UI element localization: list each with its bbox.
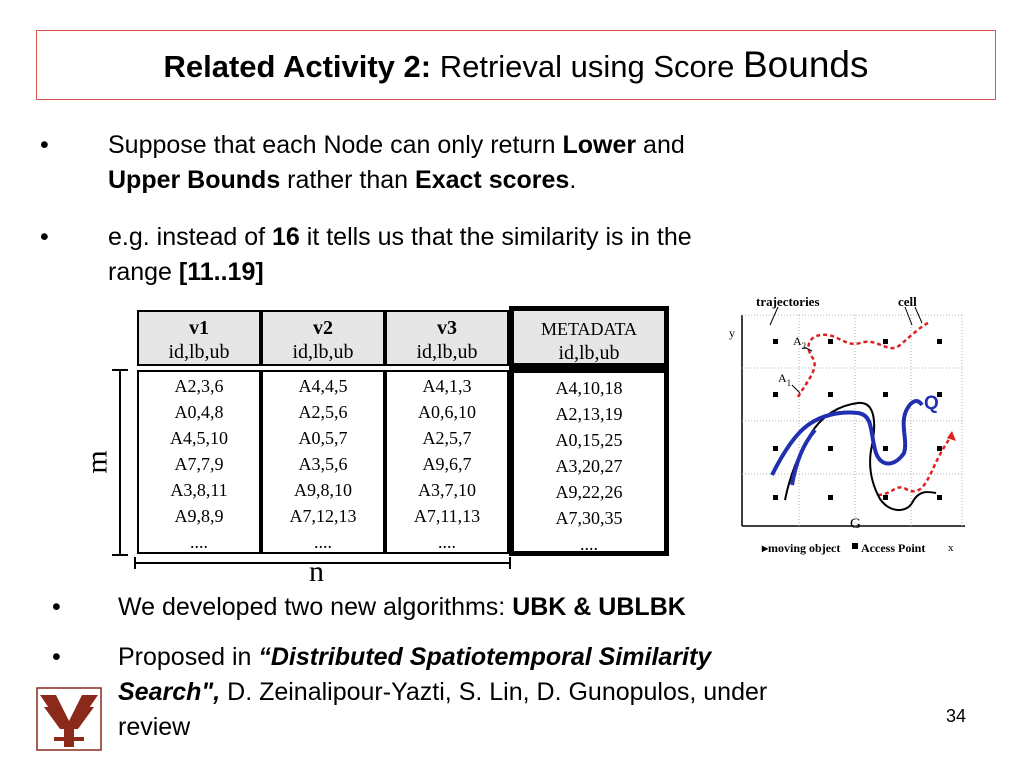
table-cell: A0,4,8 — [174, 402, 224, 422]
table-cell: A3,7,10 — [418, 480, 476, 500]
column-name: v1 — [189, 317, 209, 339]
x-axis-label: x — [948, 542, 954, 554]
grid — [742, 315, 962, 526]
text: We developed two new algorithms: — [118, 593, 513, 621]
bold-italic-text: Search", — [118, 678, 221, 706]
title-bold: Related Activity 2: — [163, 49, 432, 84]
legend-access-point: Access Point — [861, 541, 926, 555]
bullet-1-line-1 — [108, 128, 685, 163]
table-cell: .... — [190, 532, 208, 552]
table-cell: A7,11,13 — [413, 506, 481, 526]
legend-access-point-marker — [852, 543, 858, 549]
column-body-v1 — [137, 370, 261, 554]
bold-text: 16 — [272, 223, 300, 251]
table-cell: .... — [314, 532, 332, 552]
table-cell: A4,1,3 — [422, 376, 472, 396]
title-big: Bounds — [742, 44, 869, 85]
slide-title — [164, 45, 869, 87]
table-cell: .... — [580, 534, 598, 554]
legend-moving-object: ▸moving object — [762, 541, 841, 555]
column-body-v2 — [261, 370, 385, 554]
text: rather than — [280, 166, 416, 194]
university-logo — [36, 687, 102, 751]
bold-text: Lower — [562, 131, 637, 159]
bold-text: Upper Bounds — [108, 166, 281, 194]
column-header-v3 — [385, 310, 509, 366]
bold-italic-text: “Distributed Spatiotemporal Similarity — [258, 643, 712, 671]
text: e.g. instead of — [108, 223, 273, 251]
bullet-1 — [40, 128, 940, 198]
y-axis-label: y — [729, 326, 735, 340]
table-cell: A2,13,19 — [555, 404, 623, 424]
bullet-2-line-1 — [108, 220, 692, 255]
table-cell: A7,7,9 — [174, 454, 224, 474]
bullet-4-line-2 — [118, 675, 767, 710]
table-cell: A2,3,6 — [174, 376, 224, 396]
a2-label: $A_2$ — [793, 334, 807, 351]
text: it tells us that the similarity is in the — [299, 223, 692, 251]
column-header-metadata — [509, 306, 669, 368]
column-body-metadata — [509, 368, 669, 556]
bullet-1-line-2 — [108, 163, 576, 198]
column-name: METADATA — [540, 319, 638, 339]
text: and — [636, 131, 685, 159]
cell-label: cell — [898, 294, 917, 309]
bullet-2 — [40, 220, 940, 290]
n-dimension-label: n — [309, 555, 324, 588]
text: D. Zeinalipour-Yazti, S. Lin, D. Gunopulos, under — [220, 678, 768, 706]
column-sub: id,lb,ub — [558, 342, 620, 364]
table-cell: A9,22,26 — [555, 482, 623, 502]
table-cell: A9,8,9 — [174, 506, 224, 526]
text: Proposed in — [118, 643, 259, 671]
table-cell: A4,10,18 — [555, 378, 623, 398]
bullet-4 — [52, 640, 1012, 750]
text: Suppose that each Node can only return — [108, 131, 563, 159]
table-cell: A2,5,6 — [298, 402, 348, 422]
q-label: Q — [924, 393, 939, 414]
table-cell: A2,5,7 — [422, 428, 472, 448]
trajectory-diagram — [700, 285, 980, 570]
column-header-v2 — [261, 310, 385, 366]
text: range — [108, 258, 179, 286]
table-cell: A7,12,13 — [289, 506, 357, 526]
a1-label: $A_1$ — [778, 371, 792, 388]
bullet-dot: • — [40, 223, 49, 251]
table-cell: A3,8,11 — [170, 480, 228, 500]
table-cell: A3,20,27 — [555, 456, 623, 476]
bullet-3-line-1 — [118, 590, 686, 625]
table-cell: A4,5,10 — [170, 428, 228, 448]
bullet-dot: • — [52, 593, 61, 621]
column-sub: id,lb,ub — [168, 341, 230, 363]
bullet-4-line-3: review — [118, 713, 191, 741]
column-header-v1 — [137, 310, 261, 366]
bold-text: Exact scores — [415, 166, 570, 194]
g-label: G — [850, 516, 861, 532]
table-cell: A9,8,10 — [294, 480, 352, 500]
table-cell: A4,4,5 — [298, 376, 348, 396]
bullet-2-line-2 — [108, 255, 264, 290]
table-cell: A9,6,7 — [422, 454, 472, 474]
text: . — [569, 166, 577, 194]
leader-line — [792, 385, 800, 393]
page-number: 34 — [945, 706, 966, 726]
trajectories-label: trajectories — [756, 294, 820, 309]
bullet-dot: • — [40, 131, 49, 159]
trajectory-q-blue — [772, 401, 922, 475]
trajectory-g-black — [785, 403, 936, 510]
table-cell: A7,30,35 — [555, 508, 623, 528]
column-sub: id,lb,ub — [416, 341, 478, 363]
trajectory-a1-red — [798, 323, 928, 397]
leader-line — [770, 307, 778, 325]
table-cell: A3,5,6 — [298, 454, 348, 474]
bold-text: UBK & UBLBK — [512, 593, 686, 621]
bold-text: [11..19] — [178, 258, 264, 286]
slide-title-box — [36, 30, 996, 100]
column-sub: id,lb,ub — [292, 341, 354, 363]
title-normal: Retrieval using Score — [431, 49, 743, 84]
column-name: v2 — [313, 317, 333, 339]
bullet-3 — [52, 590, 952, 626]
table-cell: A0,5,7 — [298, 428, 348, 448]
table-cell: A0,6,10 — [418, 402, 476, 422]
column-name: v3 — [437, 317, 457, 339]
table-cell: A0,15,25 — [555, 430, 623, 450]
bullet-dot: • — [52, 643, 61, 671]
table-cell: .... — [438, 532, 456, 552]
access-points — [773, 339, 942, 500]
column-body-v3 — [385, 370, 509, 554]
bullet-4-line-1 — [118, 640, 711, 675]
m-dimension-label: m — [80, 450, 114, 474]
